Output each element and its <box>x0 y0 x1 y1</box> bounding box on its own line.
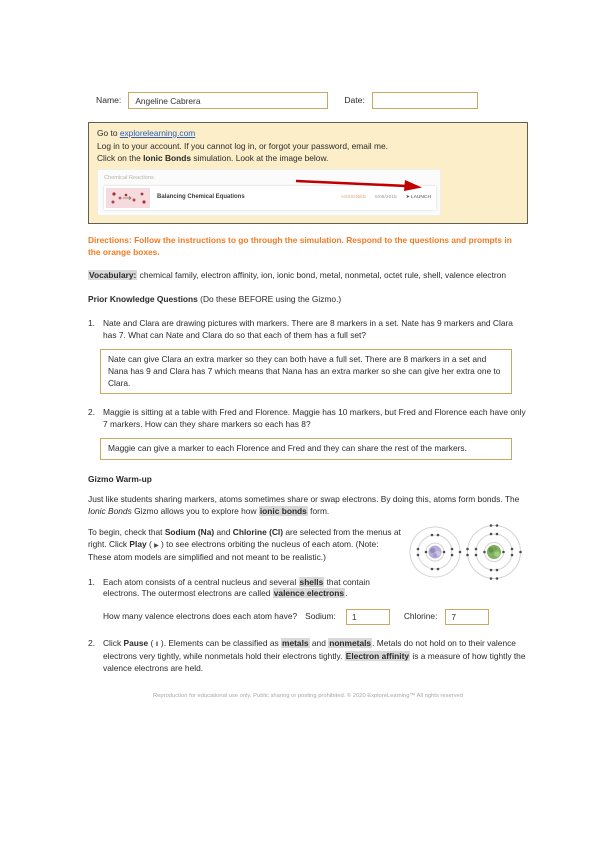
question-number: 1. <box>88 318 95 328</box>
sodium-electrons-input[interactable] <box>346 609 390 625</box>
red-arrow-annotation <box>294 177 424 193</box>
question-text: Each atom consists of a central nucleus and several shells that contain electrons. The outermost electrons are called valence electrons. <box>103 576 370 599</box>
warmup-right-column <box>402 515 528 600</box>
gizmo-name-italic: Ionic Bonds <box>88 505 132 516</box>
instruction-line-2: Log in to your account. If you cannot log in, or forgot your password, email me. <box>97 140 388 151</box>
name-input[interactable] <box>128 92 328 109</box>
instruction-box <box>88 122 528 224</box>
gizmo-list-screenshot <box>97 169 441 217</box>
answer-box-2[interactable]: Maggie can give a marker to each Florence and Fred and they can share the rest of the markers. <box>100 438 512 460</box>
vocabulary-line <box>88 270 528 282</box>
chlorine-label: Chlorine: <box>403 610 438 621</box>
date-label: Date: <box>344 94 365 105</box>
assignment-date: 5/08/2015 <box>375 195 397 201</box>
header-row <box>96 92 528 109</box>
atom-models-image <box>402 515 528 589</box>
pause-icon: Ⅱ <box>155 641 159 648</box>
answer-box-1[interactable]: Nate can give Clara an extra marker so they can both have a full set. There are 8 markers in a set and Nana has 9 and Clara has 7 which means that Nana has an extra marker so she can give her extra one to Clara. <box>100 349 512 394</box>
gizmo-title: Balancing Chemical Equations <box>157 194 245 201</box>
question-text: Maggie is sitting at a table with Fred and Florence. Maggie has 10 markers, but Fred and Florence each have only 7 markers. How can they share markers so each has 8? <box>103 407 526 429</box>
question-number: 2. <box>88 637 95 648</box>
vocabulary-label: Vocabulary: <box>89 270 137 280</box>
warmup-question-2 <box>88 638 528 675</box>
sodium-label: Sodium: <box>305 610 336 621</box>
warmup-question-1 <box>88 577 402 600</box>
instruction-line-3: Click on the Ionic Bonds simulation. Look at the image below. <box>97 153 329 163</box>
question-number: 1. <box>88 576 95 587</box>
question-number: 2. <box>88 407 95 418</box>
date-input[interactable] <box>372 92 478 109</box>
prior-knowledge-heading: Prior Knowledge Questions (Do these BEFORE using the Gizmo.) <box>88 293 342 304</box>
launch-icon: ➤ <box>405 195 410 201</box>
screenshot-section-label: Chemical Reactions <box>104 174 154 181</box>
warmup-two-column <box>88 527 528 600</box>
directions-text: Directions: Follow the instructions to go through the simulation. Respond to the questions and prompts in the orange boxes. <box>88 235 512 257</box>
explorelearning-link[interactable]: explorelearning.com <box>119 128 196 138</box>
vocabulary-terms: chemical family, electron affinity, ion, ionic bond, metal, nonmetal, octet rule, shell, valence electron <box>137 270 507 280</box>
question-text: Click Pause ( Ⅱ ). Elements can be classified as metals and nonmetals. Metals do not hold on to their valence electrons very tightly, while nonmetals hold their electrons tightly. Electron affinity is a measure of how tightly the valence electrons are held. <box>103 637 526 673</box>
play-icon: ▶ <box>154 542 159 549</box>
worksheet-content <box>88 92 528 703</box>
valence-question-text: How many valence electrons does each atom have? <box>103 610 298 621</box>
warmup-intro: Just like students sharing markers, atoms sometimes share or swap electrons. By doing this, atoms form bonds. The Ionic Bonds Gizmo allows you to explore how ionic bonds form. <box>88 494 520 516</box>
chlorine-electrons-input[interactable] <box>445 609 489 625</box>
launch-button: ➤ LAUNCH <box>406 192 431 204</box>
warmup-left-column <box>88 527 402 600</box>
instruction-line-1 <box>97 128 519 140</box>
question-text: Nate and Clara are drawing pictures with markers. There are 8 markers in a set. Nate has 9 markers and Clara has 7. What can Nate and Clara do so that each of them has a full set? <box>103 318 513 340</box>
prior-question-2 <box>88 407 528 430</box>
valence-question-row <box>103 609 528 625</box>
gizmo-thumbnail-image <box>106 188 150 208</box>
prior-question-1 <box>88 318 528 341</box>
go-to-text: Go to <box>97 128 120 138</box>
name-label: Name: <box>96 94 122 105</box>
warmup-heading: Gizmo Warm-up <box>88 474 152 485</box>
begin-paragraph: To begin, check that Sodium (Na) and Chlorine (Cl) are selected from the menus at right. Click Play ( ▶ ) to see electrons orbiting the nucleus of each atom. (Note: These atom models are simplified and not meant to be realistic.) <box>88 527 401 563</box>
assigned-badge: ASSIGNED <box>340 195 366 201</box>
copyright-footer: Reproduction for educational use only. Public sharing or posting prohibited. © 2020 ExploreLearning™ All rights reserved <box>153 693 463 700</box>
